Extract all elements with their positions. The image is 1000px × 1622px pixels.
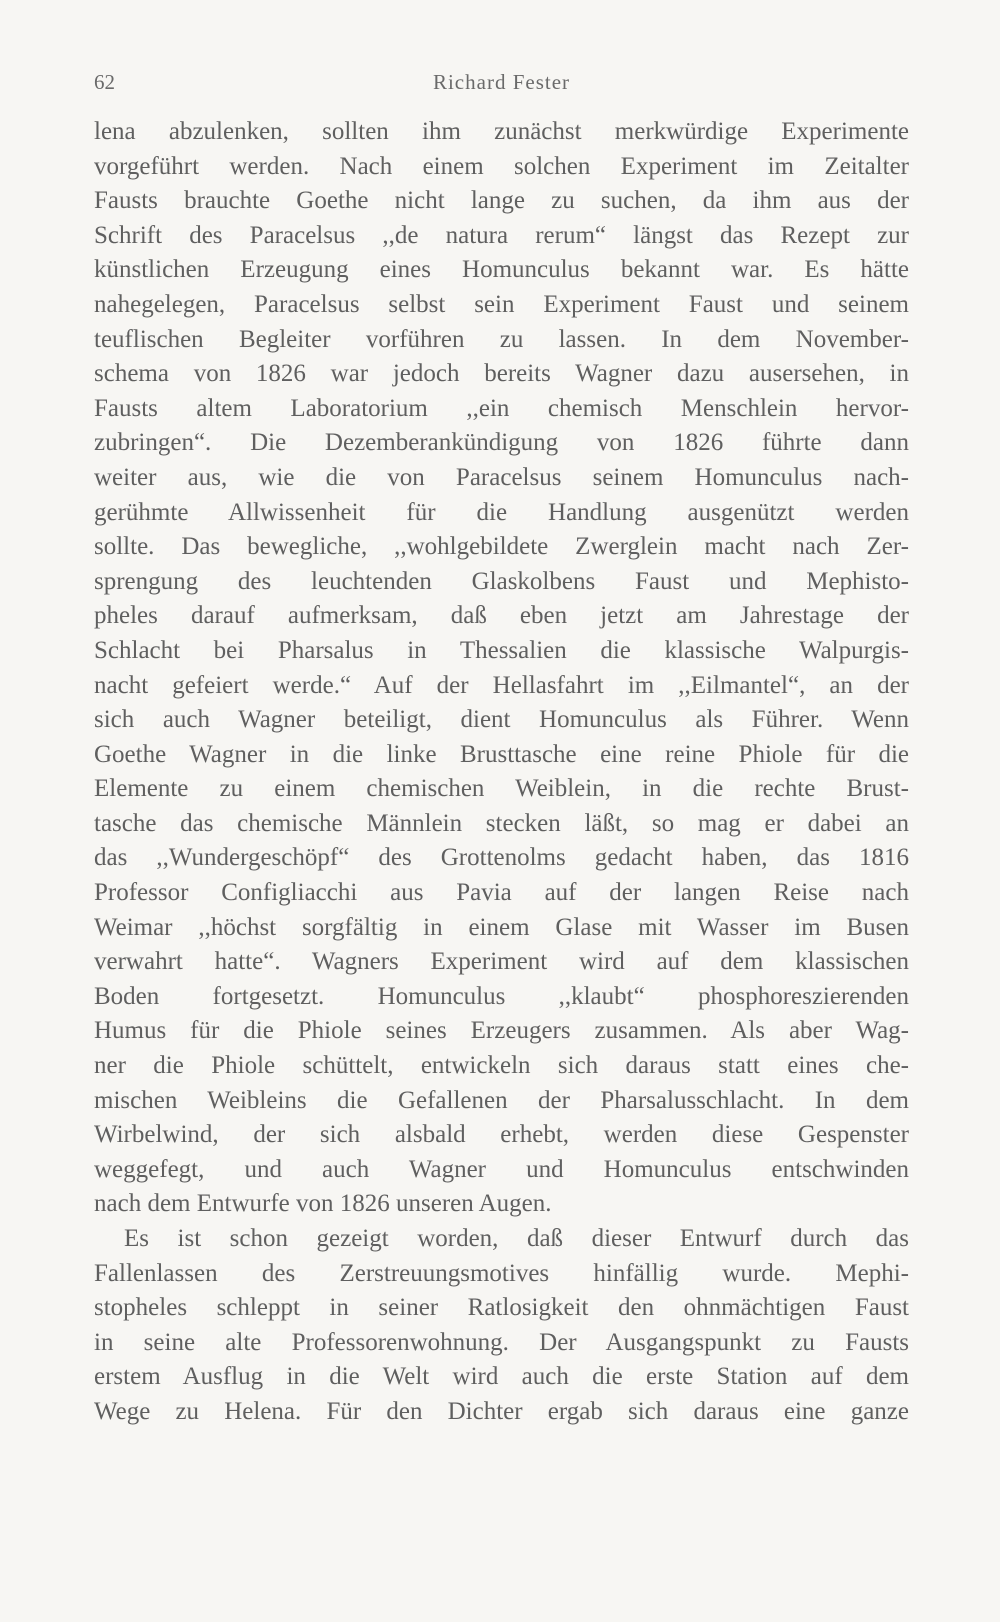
text-line: erstem Ausflug in die Welt wird auch die erste Station auf dem bbox=[94, 1363, 909, 1391]
text-line: lena abzulenken, sollten ihm zunächst merkwürdige Experimente bbox=[94, 118, 909, 145]
text-line: sprengung des leuchtenden Glaskolbens Faust und Mephisto- bbox=[94, 567, 909, 595]
running-head: Richard Fester bbox=[432, 70, 571, 94]
text-line: tasche das chemische Männlein stecken läßt, so mag er dabei an bbox=[94, 809, 909, 837]
text-line: Wege zu Helena. Für den Dichter ergab sich daraus eine ganze bbox=[94, 1397, 909, 1425]
text-line: Elemente zu einem chemischen Weiblein, in die rechte Brust- bbox=[94, 775, 909, 803]
text-line: in seine alte Professorenwohnung. Der Ausgangspunkt zu Fausts bbox=[94, 1328, 909, 1356]
text-line: das ,,Wundergeschöpf“ des Grottenolms gedacht haben, das 1816 bbox=[94, 844, 909, 872]
text-line: Fausts altem Laboratorium ,,ein chemisch Menschlein hervor- bbox=[94, 394, 909, 422]
text-line: teuflischen Begleiter vorführen zu lassen. In dem November- bbox=[94, 325, 909, 353]
text-line: Humus für die Phiole seines Erzeugers zusammen. Als aber Wag- bbox=[94, 1017, 909, 1045]
text-line: Weimar ,,höchst sorgfältig in einem Glase mit Wasser im Busen bbox=[94, 913, 909, 941]
text-line: weiter aus, wie die von Paracelsus seinem Homunculus nach- bbox=[94, 463, 909, 491]
text-line: nahegelegen, Paracelsus selbst sein Experiment Faust und seinem bbox=[94, 290, 909, 318]
text-line: weggefegt, und auch Wagner und Homunculus entschwinden bbox=[94, 1155, 909, 1183]
text-line: Boden fortgesetzt. Homunculus ,,klaubt“ phosphoreszierenden bbox=[94, 982, 909, 1010]
text-line: mischen Weibleins die Gefallenen der Pharsalusschlacht. In dem bbox=[94, 1086, 909, 1114]
text-line: nacht gefeiert werde.“ Auf der Hellasfahrt im ,,Eilmantel“, an der bbox=[94, 671, 909, 699]
text-line: schema von 1826 war jedoch bereits Wagner dazu ausersehen, in bbox=[94, 360, 909, 388]
text-line: Es ist schon gezeigt worden, daß dieser Entwurf durch das bbox=[124, 1225, 909, 1252]
text-line: pheles darauf aufmerksam, daß eben jetzt am Jahrestage der bbox=[94, 602, 909, 630]
body-text bbox=[94, 115, 909, 1430]
text-line: Professor Configliacchi aus Pavia auf der langen Reise nach bbox=[94, 879, 909, 907]
text-line: gerühmte Allwissenheit für die Handlung ausgenützt werden bbox=[94, 498, 909, 526]
text-line: Fausts brauchte Goethe nicht lange zu suchen, da ihm aus der bbox=[94, 187, 909, 215]
text-line: verwahrt hatte“. Wagners Experiment wird auf dem klassischen bbox=[94, 948, 909, 976]
text-line: nach dem Entwurfe von 1826 unseren Augen. bbox=[94, 1190, 552, 1218]
text-line: ner die Phiole schüttelt, entwickeln sich daraus statt eines che- bbox=[94, 1052, 909, 1080]
page-header bbox=[94, 70, 909, 102]
text-line: sich auch Wagner beteiligt, dient Homunculus als Führer. Wenn bbox=[94, 706, 909, 734]
text-line: zubringen“. Die Dezemberankündigung von 1826 führte dann bbox=[94, 429, 909, 457]
text-line: Schlacht bei Pharsalus in Thessalien die klassische Walpurgis- bbox=[94, 636, 909, 664]
text-line: Wirbelwind, der sich alsbald erhebt, werden diese Gespenster bbox=[94, 1121, 909, 1149]
text-line: künstlichen Erzeugung eines Homunculus bekannt war. Es hätte bbox=[94, 256, 909, 284]
page-number: 62 bbox=[94, 70, 115, 94]
text-line: stopheles schleppt in seiner Ratlosigkeit den ohnmächtigen Faust bbox=[94, 1294, 909, 1322]
text-line: sollte. Das bewegliche, ,,wohlgebildete Zwerglein macht nach Zer- bbox=[94, 533, 909, 561]
text-line: Schrift des Paracelsus ,,de natura rerum“ längst das Rezept zur bbox=[94, 221, 909, 249]
text-line: vorgeführt werden. Nach einem solchen Experiment im Zeitalter bbox=[94, 152, 909, 180]
text-line: Goethe Wagner in die linke Brusttasche eine reine Phiole für die bbox=[94, 740, 909, 768]
text-line: Fallenlassen des Zerstreuungsmotives hinfällig wurde. Mephi- bbox=[94, 1259, 909, 1287]
